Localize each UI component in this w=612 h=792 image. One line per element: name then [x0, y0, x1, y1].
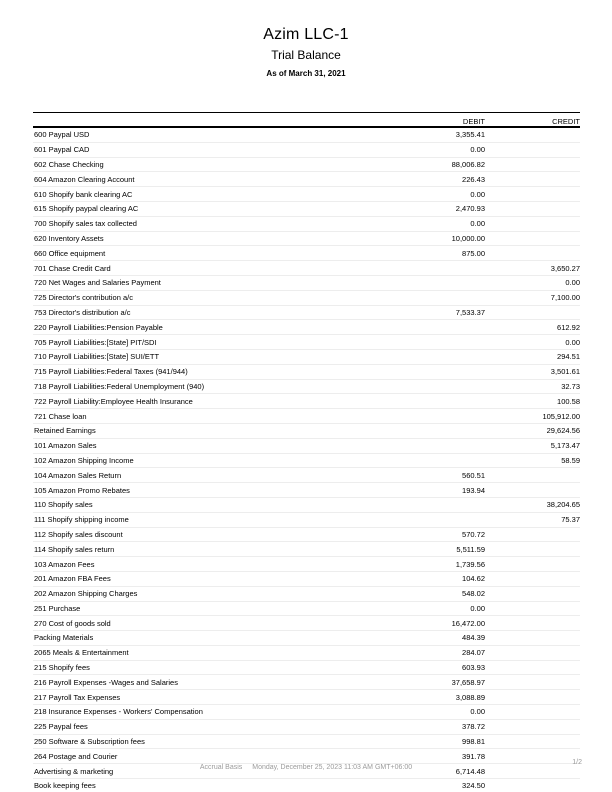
debit-value: 16,472.00 [451, 618, 485, 628]
table-row [33, 616, 580, 631]
account-name: 753 Director's distribution a/c [34, 307, 131, 317]
credit-value: 32.73 [561, 381, 580, 391]
account-name: 705 Payroll Liabilities:[State] PIT/SDI [34, 337, 157, 347]
debit-value: 603.93 [462, 663, 485, 673]
table-row [33, 705, 580, 720]
account-name: 215 Shopify fees [34, 663, 90, 673]
table-row [33, 528, 580, 543]
table-row [33, 320, 580, 335]
debit-value: 875.00 [462, 248, 485, 258]
debit-value: 5,511.59 [456, 544, 485, 554]
account-name: 101 Amazon Sales [34, 441, 97, 451]
account-name: 264 Postage and Courier [34, 751, 118, 761]
table-row [33, 365, 580, 380]
table-row [33, 246, 580, 261]
company-name: Azim LLC-1 [263, 26, 349, 43]
table-row [33, 172, 580, 187]
debit-value: 3,355.41 [455, 130, 485, 140]
account-name: 615 Shopify paypal clearing AC [34, 204, 139, 214]
credit-value: 100.58 [557, 396, 580, 406]
debit-value: 484.39 [462, 633, 485, 643]
account-name: Retained Earnings [34, 426, 96, 436]
debit-column-header: DEBIT [462, 117, 485, 126]
page-number: 1/2 [572, 759, 582, 766]
debit-value: 193.94 [462, 485, 485, 495]
account-name: 721 Chase loan [34, 411, 87, 421]
debit-value: 284.07 [462, 648, 485, 658]
table-row [33, 468, 580, 483]
debit-value: 2,470.93 [455, 204, 485, 214]
account-name: Packing Materials [34, 633, 94, 643]
account-name: 602 Chase Checking [34, 159, 104, 169]
table-row [33, 572, 580, 587]
table-header-row [33, 112, 580, 128]
credit-value: 3,501.61 [550, 367, 580, 377]
account-name: 600 Paypal USD [34, 130, 90, 140]
account-name: 103 Amazon Fees [34, 559, 95, 569]
debit-value: 0.00 [470, 707, 485, 717]
account-name: 114 Shopify sales return [34, 544, 115, 554]
report-date: As of March 31, 2021 [266, 69, 346, 78]
table-row [33, 306, 580, 321]
account-name: 251 Purchase [34, 603, 81, 613]
debit-value: 324.50 [462, 781, 485, 791]
debit-value: 391.78 [462, 751, 485, 761]
debit-value: 378.72 [462, 722, 485, 732]
table-row [33, 646, 580, 661]
account-name: 202 Amazon Shipping Charges [34, 589, 138, 599]
table-row [33, 128, 580, 143]
account-name: 725 Director's contribution a/c [34, 293, 133, 303]
table-row [33, 542, 580, 557]
credit-value: 75.37 [561, 515, 580, 525]
account-name: 112 Shopify sales discount [34, 529, 123, 539]
account-name: 722 Payroll Liability:Employee Health Insurance [34, 396, 193, 406]
account-name: Advertising & marketing [34, 766, 114, 776]
account-name: 270 Cost of goods sold [34, 618, 111, 628]
account-name: 715 Payroll Liabilities:Federal Taxes (941/944) [34, 367, 188, 377]
account-name: 217 Payroll Tax Expenses [34, 692, 121, 702]
account-name: 110 Shopify sales [34, 500, 93, 510]
table-row [33, 232, 580, 247]
debit-value: 0.00 [470, 219, 485, 229]
accounting-basis-label: Accrual Basis [199, 764, 243, 771]
account-name: 218 Insurance Expenses - Workers' Compensation [34, 707, 203, 717]
debit-value: 37,658.97 [451, 677, 485, 687]
credit-value: 29,624.56 [546, 426, 580, 436]
table-row [33, 394, 580, 409]
account-name: 710 Payroll Liabilities:[State] SUI/ETT [34, 352, 160, 362]
table-row [33, 439, 580, 454]
table-row [33, 380, 580, 395]
credit-value: 294.51 [557, 352, 580, 362]
table-row [33, 675, 580, 690]
credit-value: 105,912.00 [542, 411, 580, 421]
credit-value: 0.00 [565, 278, 580, 288]
account-name: 700 Shopify sales tax collected [34, 219, 137, 229]
account-name: 201 Amazon FBA Fees [34, 574, 111, 584]
credit-value: 3,650.27 [550, 263, 580, 273]
table-row [33, 143, 580, 158]
account-name: 660 Office equipment [34, 248, 106, 258]
debit-value: 1,739.56 [455, 559, 485, 569]
table-row [33, 276, 580, 291]
table-row [33, 779, 580, 792]
table-row [33, 720, 580, 735]
table-row [33, 602, 580, 617]
table-row [33, 217, 580, 232]
table-row [33, 557, 580, 572]
table-row [33, 690, 580, 705]
account-name: 102 Amazon Shipping Income [34, 455, 134, 465]
account-name: 620 Inventory Assets [34, 233, 104, 243]
account-name: 718 Payroll Liabilities:Federal Unemployment (940) [34, 381, 205, 391]
debit-value: 570.72 [462, 529, 485, 539]
account-name: 2065 Meals & Entertainment [34, 648, 129, 658]
table-row [33, 661, 580, 676]
debit-value: 3,088.89 [455, 692, 485, 702]
table-row [33, 335, 580, 350]
table-row [33, 409, 580, 424]
debit-value: 548.02 [462, 589, 485, 599]
table-row [33, 631, 580, 646]
report-footer [0, 764, 612, 771]
account-name: 216 Payroll Expenses -Wages and Salaries [34, 677, 178, 687]
credit-value: 58.59 [561, 455, 580, 465]
account-name: 604 Amazon Clearing Account [34, 174, 135, 184]
table-row [33, 498, 580, 513]
table-row [33, 749, 580, 764]
debit-value: 10,000.00 [451, 233, 485, 243]
debit-value: 560.51 [462, 470, 485, 480]
table-row [33, 291, 580, 306]
table-body [33, 128, 580, 792]
trial-balance-table [33, 112, 580, 792]
account-name: 610 Shopify bank clearing AC [34, 189, 133, 199]
table-row [33, 513, 580, 528]
credit-value: 38,204.65 [546, 500, 580, 510]
account-name: 111 Shopify shipping income [34, 515, 129, 525]
debit-value: 998.81 [462, 737, 485, 747]
table-row [33, 261, 580, 276]
account-name: 105 Amazon Promo Rebates [34, 485, 130, 495]
report-title: Trial Balance [271, 48, 341, 62]
account-name: 601 Paypal CAD [34, 145, 90, 155]
account-name: 104 Amazon Sales Return [34, 470, 122, 480]
credit-value: 7,100.00 [550, 293, 580, 303]
credit-value: 612.92 [557, 322, 580, 332]
debit-value: 226.43 [462, 174, 485, 184]
credit-value: 0.00 [565, 337, 580, 347]
debit-value: 88,006.82 [451, 159, 485, 169]
debit-value: 104.62 [462, 574, 485, 584]
table-row [33, 735, 580, 750]
account-name: 220 Payroll Liabilities:Pension Payable [34, 322, 163, 332]
debit-value: 0.00 [470, 145, 485, 155]
table-row [33, 483, 580, 498]
table-row [33, 350, 580, 365]
account-name: 701 Chase Credit Card [34, 263, 111, 273]
account-name: 720 Net Wages and Salaries Payment [34, 278, 161, 288]
table-row [33, 454, 580, 469]
report-header [0, 0, 612, 79]
credit-column-header: CREDIT [552, 117, 580, 126]
table-row [33, 424, 580, 439]
account-name: 250 Software & Subscription fees [34, 737, 145, 747]
account-name: 225 Paypal fees [34, 722, 88, 732]
debit-value: 7,533.37 [455, 307, 485, 317]
table-row [33, 158, 580, 173]
report-timestamp: Monday, December 25, 2023 11:03 AM GMT+06:00 [252, 764, 413, 771]
account-name: Book keeping fees [34, 781, 96, 791]
table-row [33, 202, 580, 217]
debit-value: 0.00 [470, 603, 485, 613]
table-row [33, 587, 580, 602]
debit-value: 0.00 [470, 189, 485, 199]
table-row [33, 187, 580, 202]
credit-value: 5,173.47 [550, 441, 580, 451]
debit-value: 6,714.48 [455, 766, 485, 776]
